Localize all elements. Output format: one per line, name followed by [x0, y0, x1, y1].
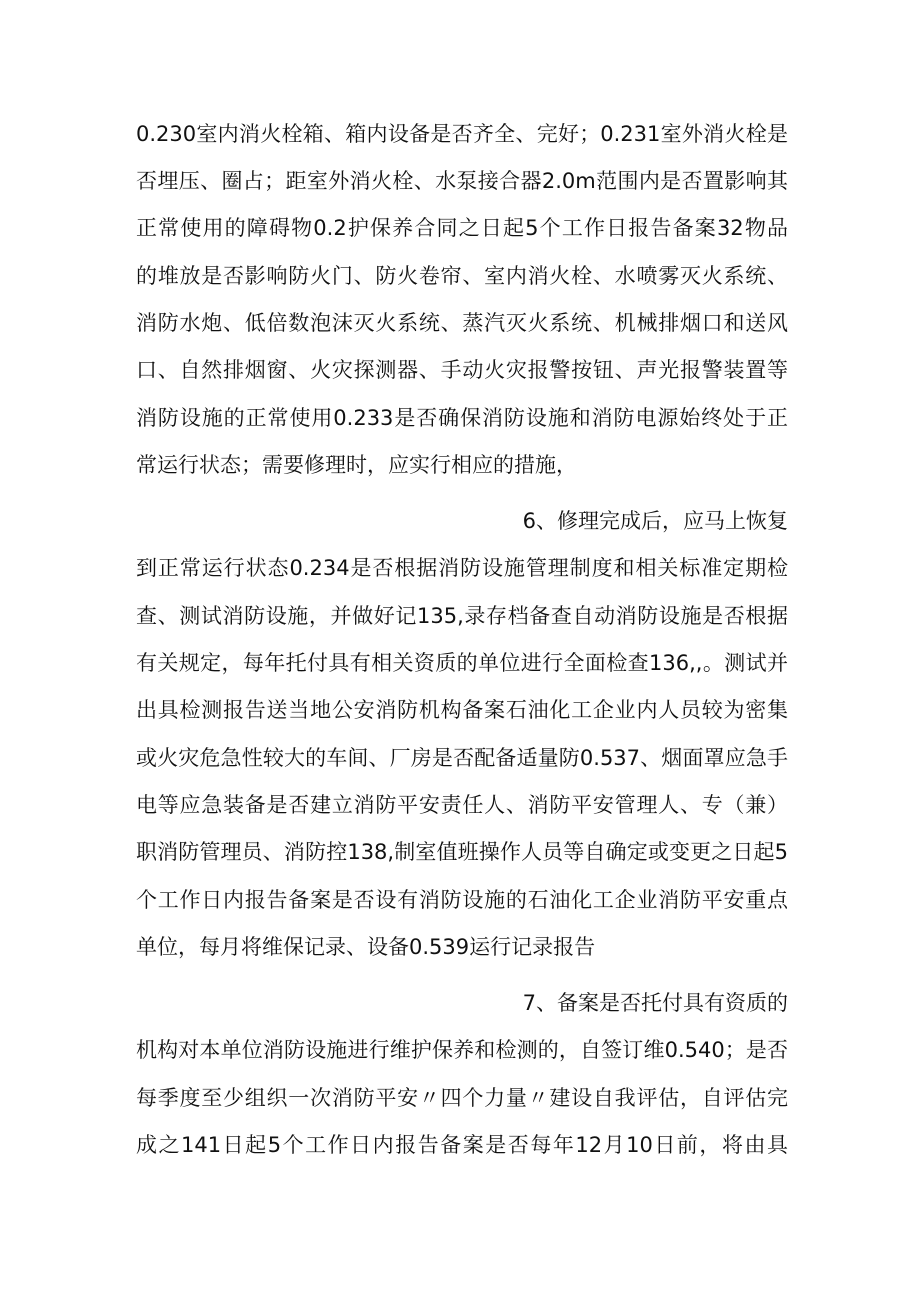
text-line: 或火灾危急性较大的车间、厂房是否配备适量防0.537、烟面罩应急手 [136, 746, 788, 770]
text-line: 职消防管理员、消防控138,制室值班操作人员等自确定或变更之日起5 [136, 840, 788, 864]
text-line: 消防设施的正常使用0.233是否确保消防设施和消防电源始终处于正 [136, 406, 788, 430]
text-line: 否埋压、圈占；距室外消火栓、水泵接合器2.0m范围内是否置影响其 [136, 169, 788, 193]
text-line: 个工作日内报告备案是否设有消防设施的石油化工企业消防平安重点 [136, 888, 788, 912]
text-line: 0.230室内消火栓箱、箱内设备是否齐全、完好；0.231室外消火栓是 [136, 122, 788, 146]
text-line: 机构对本单位消防设施进行维护保养和检测的，自签订维0.540；是否 [136, 1038, 788, 1062]
text-line: 查、测试消防设施，并做好记135,录存档备查自动消防设施是否根据 [136, 604, 788, 628]
section-heading: 7、备案是否托付具有资质的 [522, 991, 788, 1015]
text-line: 正常使用的障碍物0.2护保养合同之日起5个工作日报告备案32物品 [136, 216, 788, 240]
text-line: 有关规定，每年托付具有相关资质的单位进行全面检查136,,。测试并 [136, 651, 788, 675]
text-line: 电等应急装备是否建立消防平安责任人、消防平安管理人、专（兼） [136, 793, 788, 817]
text-line: 成之141日起5个工作日内报告备案是否每年12月10日前，将由具 [136, 1133, 788, 1157]
text-line: 每季度至少组织一次消防平安〃四个力量〃建设自我评估，自评估完 [136, 1086, 788, 1110]
section-heading: 6、修理完成后，应马上恢复 [522, 509, 788, 533]
text-line: 出具检测报告送当地公安消防机构备案石油化工企业内人员较为密集 [136, 698, 788, 722]
text-line: 到正常运行状态0.234是否根据消防设施管理制度和相关标准定期检 [136, 556, 788, 580]
text-line: 消防水炮、低倍数泡沫灭火系统、蒸汽灭火系统、机械排烟口和送风 [136, 311, 788, 335]
text-line: 单位，每月将维保记录、设备0.539运行记录报告 [136, 935, 596, 959]
text-line: 的堆放是否影响防火门、防火卷帘、室内消火栓、水喷雾灭火系统、 [136, 264, 788, 288]
text-line: 常运行状态；需要修理时，应实行相应的措施， [136, 453, 577, 477]
text-line: 口、自然排烟窗、火灾探测器、手动火灾报警按钮、声光报警装置等 [136, 358, 788, 382]
